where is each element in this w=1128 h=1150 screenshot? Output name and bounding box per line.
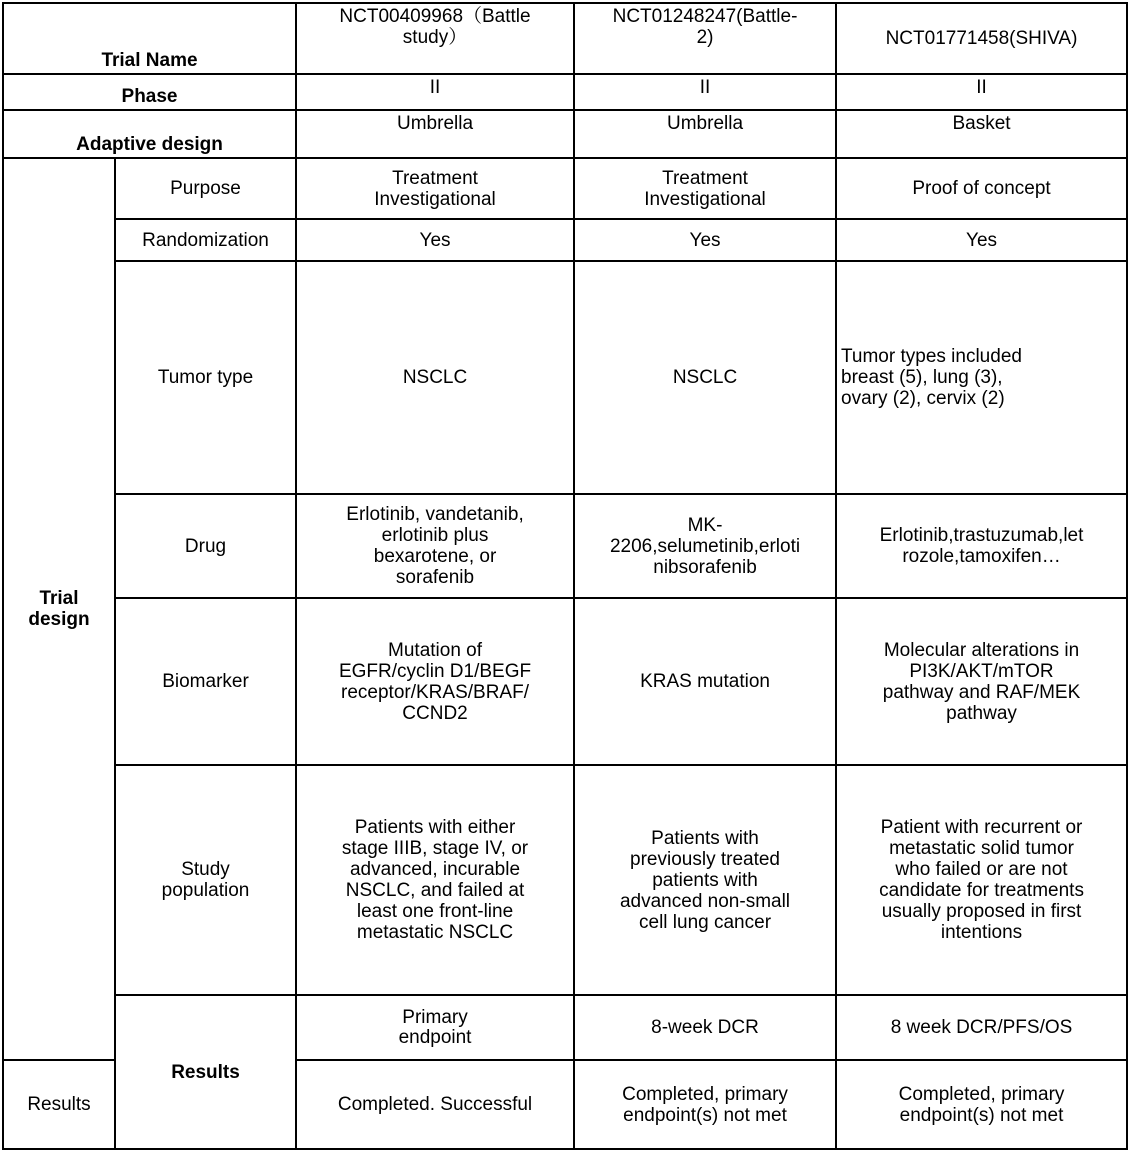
study-population-value: Patient with recurrent or metastatic solid tumor who failed or are not candidate for treatments usually proposed in first intentions — [836, 765, 1127, 995]
drug-value: Erlotinib,trastuzumab,let rozole,tamoxifen… — [836, 494, 1127, 598]
results-value: Completed, primary endpoint(s) not met — [574, 1060, 836, 1149]
trial-name-label: Trial Name — [3, 3, 296, 74]
tumor-type-value: NSCLC — [574, 261, 836, 494]
study-population-value: Patients with previously treated patients with advanced non-small cell lung cancer — [574, 765, 836, 995]
biomarker-label: Biomarker — [115, 598, 296, 765]
adaptive-design-value: Umbrella — [574, 110, 836, 158]
purpose-row — [3, 158, 1127, 219]
study-population-label: Study population — [115, 765, 296, 995]
adaptive-design-label: Adaptive design — [3, 110, 296, 158]
purpose-value: Treatment Investigational — [296, 158, 574, 219]
adaptive-design-row — [3, 110, 1127, 158]
results-label: Results — [3, 1060, 115, 1149]
trial-design-group-label: Trial design — [3, 158, 115, 1060]
phase-label: Phase — [3, 74, 296, 110]
randomization-value: Yes — [296, 219, 574, 261]
primary-endpoint-row — [3, 995, 1127, 1060]
biomarker-row — [3, 598, 1127, 765]
tumor-type-value: NSCLC — [296, 261, 574, 494]
biomarker-value: Mutation of EGFR/cyclin D1/BEGF receptor/KRAS/BRAF/ CCND2 — [296, 598, 574, 765]
trial-comparison-table — [2, 2, 1128, 1150]
biomarker-value: Molecular alterations in PI3K/AKT/mTOR pathway and RAF/MEK pathway — [836, 598, 1127, 765]
results-value: Completed, primary endpoint(s) not met — [836, 1060, 1127, 1149]
primary-endpoint-value: 8 week DCR/PFS/OS — [836, 995, 1127, 1060]
trial-name-battle: NCT00409968（Battle study） — [296, 3, 574, 74]
drug-value: MK- 2206,selumetinib,erloti nibsorafenib — [574, 494, 836, 598]
tumor-type-value: Tumor types included breast (5), lung (3), ovary (2), cervix (2) — [836, 261, 1127, 494]
randomization-value: Yes — [836, 219, 1127, 261]
primary-endpoint-label: Primary endpoint — [296, 995, 574, 1060]
study-population-value: Patients with either stage IIIB, stage IV, or advanced, incurable NSCLC, and failed at least one front-line metastatic NSCLC — [296, 765, 574, 995]
primary-endpoint-value: 8-week DCR — [574, 995, 836, 1060]
phase-row — [3, 74, 1127, 110]
purpose-value: Proof of concept — [836, 158, 1127, 219]
randomization-row — [3, 219, 1127, 261]
trial-name-battle-2: NCT01248247(Battle- 2) — [574, 3, 836, 74]
adaptive-design-value: Basket — [836, 110, 1127, 158]
phase-value: II — [574, 74, 836, 110]
drug-row — [3, 494, 1127, 598]
drug-value: Erlotinib, vandetanib, erlotinib plus bexarotene, or sorafenib — [296, 494, 574, 598]
study-population-row — [3, 765, 1127, 995]
results-group-label: Results — [115, 995, 296, 1149]
drug-label: Drug — [115, 494, 296, 598]
trial-name-shiva: NCT01771458(SHIVA) — [836, 3, 1127, 74]
tumor-type-label: Tumor type — [115, 261, 296, 494]
purpose-value: Treatment Investigational — [574, 158, 836, 219]
trial-name-row — [3, 3, 1127, 74]
randomization-value: Yes — [574, 219, 836, 261]
results-value: Completed. Successful — [296, 1060, 574, 1149]
phase-value: II — [836, 74, 1127, 110]
phase-value: II — [296, 74, 574, 110]
purpose-label: Purpose — [115, 158, 296, 219]
adaptive-design-value: Umbrella — [296, 110, 574, 158]
biomarker-value: KRAS mutation — [574, 598, 836, 765]
randomization-label: Randomization — [115, 219, 296, 261]
tumor-type-row — [3, 261, 1127, 494]
